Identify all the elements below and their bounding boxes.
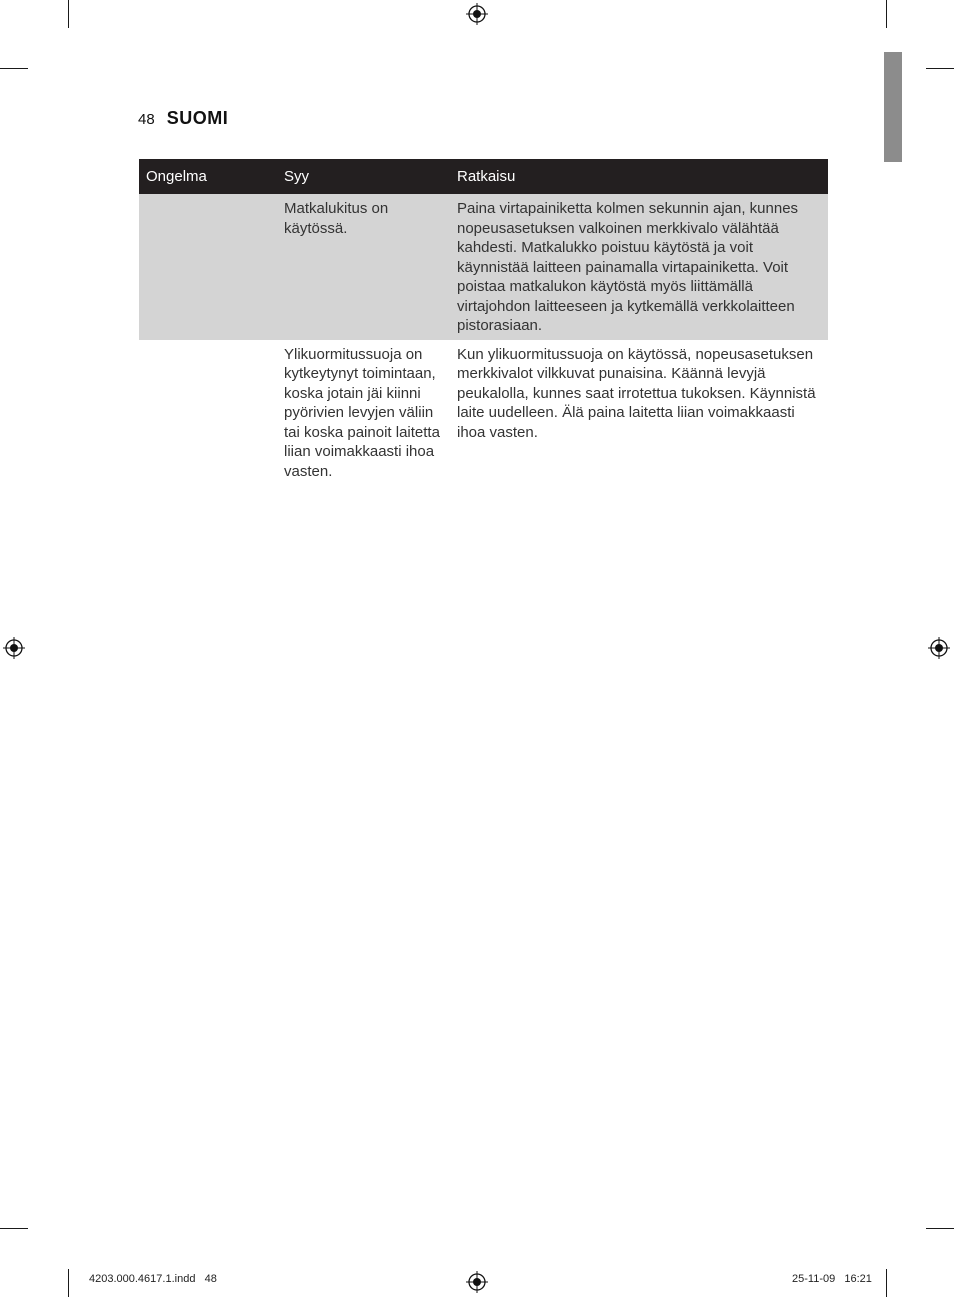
- registration-mark-icon: [928, 637, 950, 659]
- language-title: SUOMI: [166, 108, 229, 128]
- crop-mark: [886, 1269, 887, 1297]
- footer-date: 25-11-09 16:21: [792, 1273, 872, 1285]
- crop-mark: [0, 1228, 28, 1229]
- table-row: [139, 194, 828, 340]
- registration-mark-icon: [466, 1271, 488, 1293]
- column-header-cause: Syy: [284, 168, 310, 185]
- registration-mark-icon: [3, 637, 25, 659]
- column-header-problem: Ongelma: [146, 168, 207, 185]
- crop-mark: [926, 68, 954, 69]
- crop-mark: [926, 1228, 954, 1229]
- cell-cause: Matkalukitus on käytössä.: [284, 200, 389, 237]
- cell-solution: Kun ylikuormitussuoja on käytössä, nopeusasetuksen merkkivalot vilkkuvat punaisina. Käännä levyjä peukalolla, kunnes saat irrotettua tukoksen. Käynnistä laite uudelleen. Älä paina laitetta liian voimakkaasti ihoa vasten.: [457, 345, 816, 441]
- page-header: [138, 108, 228, 132]
- section-tab-marker: [884, 52, 902, 162]
- table-header: [139, 159, 828, 194]
- crop-mark: [68, 0, 69, 28]
- crop-mark: [68, 1269, 69, 1297]
- cell-problem: [139, 340, 277, 487]
- cell-solution: Paina virtapainiketta kolmen sekunnin ajan, kunnes nopeusasetuksen valkoinen merkkivalo välähtää kahdesti. Matkalukko poistuu käytöstä ja voit käynnistää laitteen painamalla virtapainiketta. Voit poistaa matkalukon käytöstä myös liittämällä virtajohdon laitteeseen ja kytkemällä verkkolaitteen pistorasiaan.: [457, 200, 799, 334]
- page-number: 48: [138, 111, 155, 128]
- crop-mark: [0, 68, 28, 69]
- cell-problem: [139, 194, 277, 340]
- crop-mark: [886, 0, 887, 28]
- column-header-solution: Ratkaisu: [457, 168, 516, 185]
- registration-mark-icon: [466, 3, 488, 25]
- cell-cause: Ylikuormitussuoja on kytkeytynyt toimintaan, koska jotain jäi kiinni pyörivien levyjen väliin tai koska painoit laitetta liian voimakkaasti ihoa vasten.: [284, 345, 440, 480]
- troubleshooting-table: [139, 159, 828, 486]
- table-row: [139, 340, 828, 487]
- footer-file-info: 4203.000.4617.1.indd 48: [89, 1273, 217, 1285]
